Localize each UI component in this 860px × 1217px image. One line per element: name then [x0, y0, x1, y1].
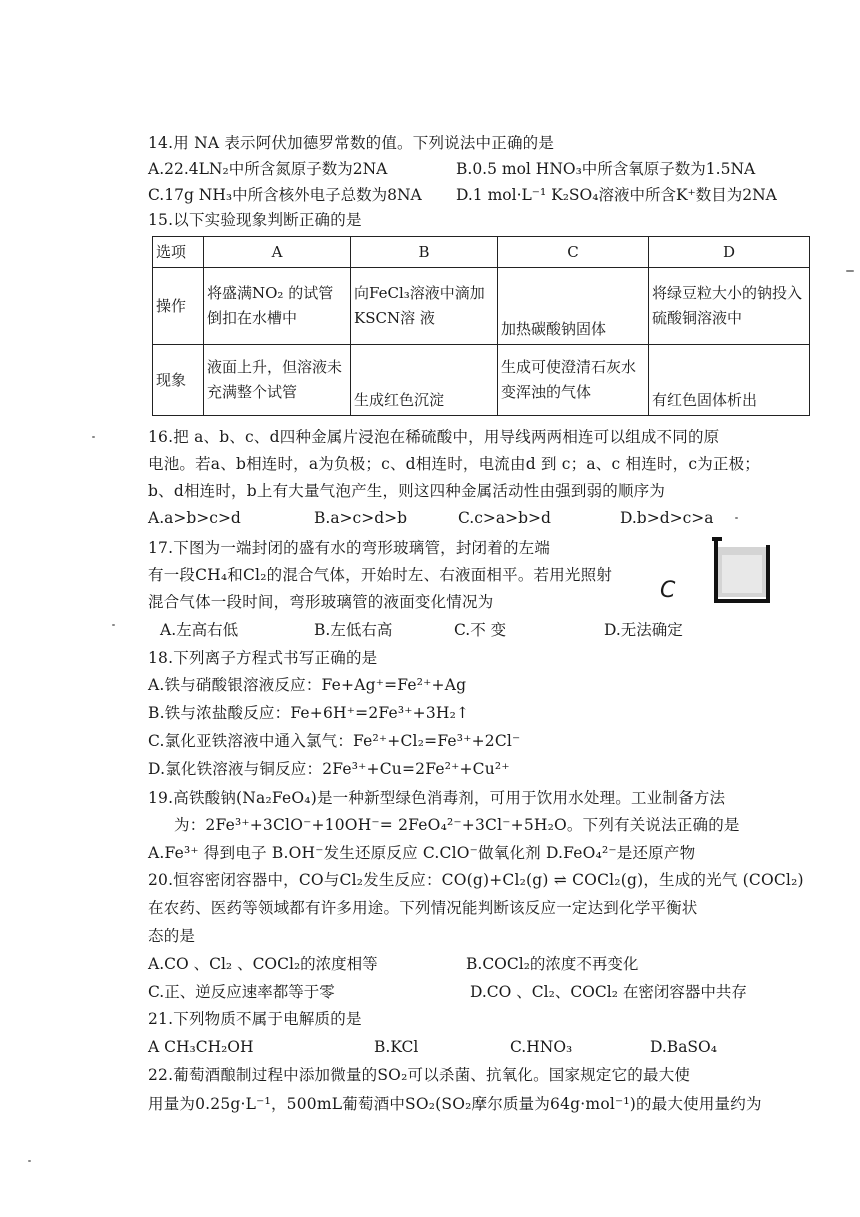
q16-option-b: B.a>c>d>b — [314, 509, 408, 527]
q16-stem-line2: 电池。若a、b相连时，a为负极；c、d相连时，电流由d 到 c；a、c 相连时，c为正极； — [148, 455, 760, 473]
q14-option-a: A.22.4LN₂中所含氮原子数为2NA — [148, 160, 388, 178]
q16-stem-line1: 16.把 a、b、c、d四种金属片浸泡在稀硫酸中，用导线两两相连可以组成不同的原 — [148, 428, 720, 446]
q20-option-b: B.COCl₂的浓度不再变化 — [466, 955, 639, 973]
q16-option-d: D.b>d>c>a — [620, 509, 714, 527]
q16-options — [148, 507, 768, 529]
q20-options-row2 — [148, 981, 768, 1003]
q18-option-b: B.铁与浓盐酸反应：Fe+6H⁺=2Fe³⁺+3H₂↑ — [148, 704, 470, 722]
q17-stem-line3: 混合气体一段时间，弯形玻璃管的液面变化情况为 — [148, 593, 494, 611]
table-cell-ph-a: 液面上升，但溶液未充满整个试管 — [204, 345, 351, 416]
q18-option-a: A.铁与硝酸银溶液反应：Fe+Ag⁺=Fe²⁺+Ag — [148, 676, 467, 694]
q17-option-c: C.不 变 — [454, 621, 507, 639]
table-row-label-operation: 操作 — [153, 268, 204, 345]
q15-stem: 15.以下实验现象判断正确的是 — [148, 211, 362, 229]
scan-speck — [112, 624, 115, 626]
q18-option-c: C.氯化亚铁溶液中通入氯气：Fe²⁺+Cl₂=Fe³⁺+2Cl⁻ — [148, 732, 521, 750]
q19-stem-line1: 19.高铁酸钠(Na₂FeO₄)是一种新型绿色消毒剂，可用于饮用水处理。工业制备方法 — [148, 789, 726, 807]
table-header-c: C — [498, 237, 649, 268]
handwritten-answer-mark: C — [660, 578, 676, 603]
q16-option-a: A.a>b>c>d — [148, 509, 241, 527]
q18-stem: 18.下列离子方程式书写正确的是 — [148, 649, 378, 667]
q20-option-c: C.正、逆反应速率都等于零 — [148, 983, 335, 1001]
q14-option-c: C.17g NH₃中所含核外电子总数为8NA — [148, 186, 422, 204]
table-cell-op-c: 加热碳酸钠固体 — [498, 268, 649, 345]
table-header-a: A — [204, 237, 351, 268]
table-header-b: B — [351, 237, 498, 268]
q21-option-b: B.KCl — [374, 1038, 419, 1056]
q20-stem-line2: 在农药、医药等领域都有许多用途。下列情况能判断该反应一定达到化学平衡状 — [148, 899, 698, 917]
table-cell-op-d: 将绿豆粒大小的钠投入硫酸铜溶液中 — [649, 268, 810, 345]
q22-stem-line1: 22.葡萄酒酿制过程中添加微量的SO₂可以杀菌、抗氧化。国家规定它的最大使 — [148, 1066, 691, 1084]
q21-option-c: C.HNO₃ — [510, 1038, 573, 1056]
q21-option-d: D.BaSO₄ — [650, 1038, 717, 1056]
q20-option-d: D.CO 、Cl₂、COCl₂ 在密闭容器中共存 — [470, 983, 747, 1001]
q17-option-a: A.左高右低 — [160, 621, 239, 639]
q14-options-row2 — [148, 184, 777, 206]
u-tube-diagram — [708, 537, 776, 609]
q14-options-row1 — [148, 158, 768, 180]
q21-options — [148, 1036, 768, 1058]
scan-speck — [28, 1160, 31, 1162]
table-header-d: D — [649, 237, 810, 268]
q17-stem-line1: 17.下图为一端封闭的盛有水的弯形玻璃管，封闭着的左端 — [148, 539, 551, 557]
q14-option-d: D.1 mol·L⁻¹ K₂SO₄溶液中所含K⁺数目为2NA — [456, 186, 777, 204]
table-corner-cell: 选项 — [153, 237, 204, 268]
q19-stem-line2: 为：2Fe³⁺+3ClO⁻+10OH⁻= 2FeO₄²⁻+3Cl⁻+5H₂O。下列有关说法正确的是 — [174, 816, 740, 834]
q20-option-a: A.CO 、Cl₂ 、COCl₂的浓度相等 — [148, 955, 378, 973]
q20-options-row1 — [148, 953, 768, 975]
table-row-label-phenomenon: 现象 — [153, 345, 204, 416]
scan-speck — [92, 436, 95, 438]
q22-stem-line2: 用量为0.25g·L⁻¹，500mL葡萄酒中SO₂(SO₂摩尔质量为64g·mol⁻¹)的最大使用量约为 — [148, 1095, 762, 1113]
q16-option-c: C.c>a>b>d — [458, 509, 551, 527]
table-cell-ph-c: 生成可使澄清石灰水变浑浊的气体 — [498, 345, 649, 416]
q18-option-d: D.氯化铁溶液与铜反应：2Fe³⁺+Cu=2Fe²⁺+Cu²⁺ — [148, 760, 510, 778]
q15-experiment-table — [152, 236, 810, 416]
q14-stem: 14.用 NA 表示阿伏加德罗常数的值。下列说法中正确的是 — [148, 134, 555, 152]
table-cell-op-a: 将盛满NO₂ 的试管倒扣在水槽中 — [204, 268, 351, 345]
q21-stem: 21.下列物质不属于电解质的是 — [148, 1010, 362, 1028]
table-cell-ph-d: 有红色固体析出 — [649, 345, 810, 416]
q20-stem-line3: 态的是 — [148, 927, 196, 945]
q21-option-a: A CH₃CH₂OH — [148, 1038, 254, 1056]
scan-speck — [846, 270, 854, 272]
q14-option-b: B.0.5 mol HNO₃中所含氧原子数为1.5NA — [456, 160, 756, 178]
q16-stem-line3: b、d相连时，b上有大量气泡产生，则这四种金属活动性由强到弱的顺序为 — [148, 482, 666, 500]
table-cell-ph-b: 生成红色沉淀 — [351, 345, 498, 416]
q20-stem-line1: 20.恒容密闭容器中，CO与Cl₂发生反应：CO(g)+Cl₂(g) ⇌ COCl₂(g)，生成的光气 (COCl₂) — [148, 871, 804, 889]
q19-options: A.Fe³⁺ 得到电子 B.OH⁻发生还原反应 C.ClO⁻做氧化剂 D.FeO₄²⁻是还原产物 — [148, 844, 696, 862]
q17-option-b: B.左低右高 — [314, 621, 393, 639]
table-cell-op-b: 向FeCl₃溶液中滴加KSCN溶 液 — [351, 268, 498, 345]
scan-speck — [735, 517, 738, 519]
q17-options — [148, 619, 768, 641]
q17-option-d: D.无法确定 — [604, 621, 683, 639]
q17-stem-line2: 有一段CH₄和Cl₂的混合气体，开始时左、右液面相平。若用光照射 — [148, 566, 613, 584]
